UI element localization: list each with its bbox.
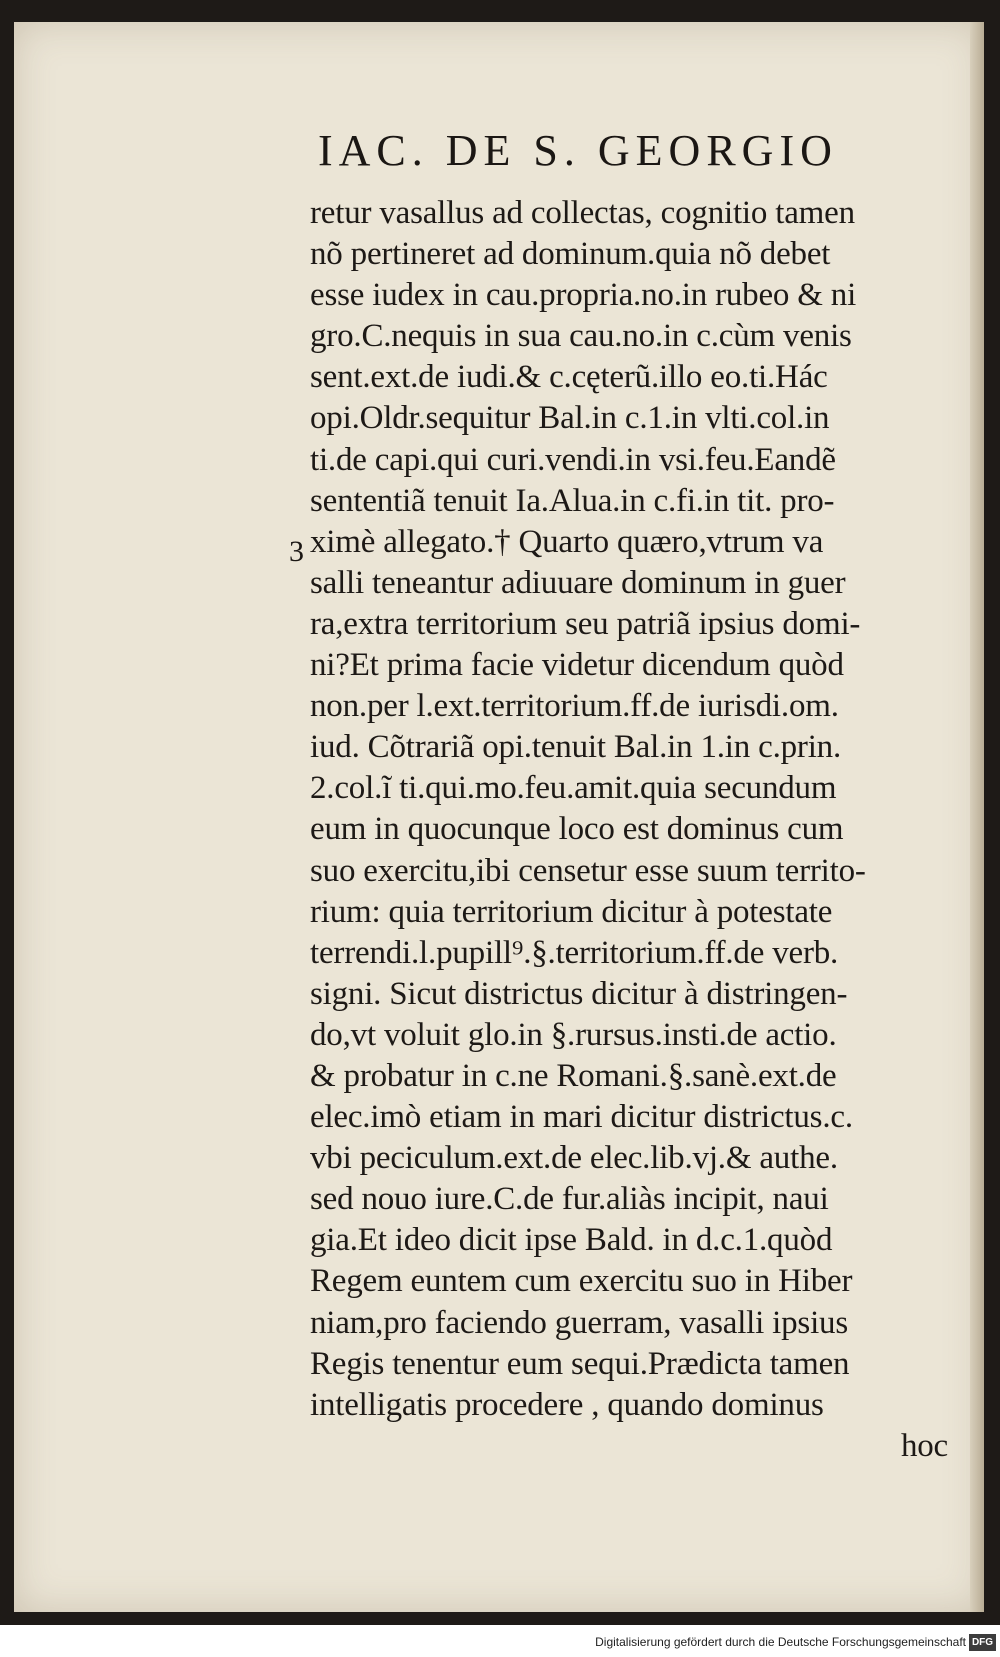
text-line: salli teneantur adiuuare dominum in guer bbox=[310, 564, 846, 601]
text-line: elec.imò etiam in mari dicitur districtus.c. bbox=[310, 1099, 853, 1136]
text-line: terrendi.l.pupill⁹.§.territorium.ff.de verb. bbox=[310, 934, 839, 971]
text-line: intelligatis procedere , quando dominus bbox=[310, 1386, 824, 1423]
text-line: 2.col.ĩ ti.qui.mo.feu.amit.quia secundum bbox=[310, 770, 837, 807]
text-line: niam,pro faciendo guerram, vasalli ipsius bbox=[310, 1304, 848, 1341]
text-line: do,vt voluit glo.in §.rursus.insti.de actio. bbox=[310, 1016, 837, 1053]
text-line: non.per l.ext.territorium.ff.de iurisdi.om. bbox=[310, 688, 839, 725]
text-line: rium: quia territorium dicitur à potestate bbox=[310, 893, 833, 930]
text-line: sententiã tenuit Ia.Alua.in c.fi.in tit. pro- bbox=[310, 482, 835, 519]
text-line: ra,extra territorium seu patriã ipsius domi- bbox=[310, 605, 861, 642]
footer-credit: Digitalisierung gefördert durch die Deutsche Forschungsgemeinschaft bbox=[595, 1635, 966, 1649]
text-line: ni?Et prima facie videtur dicendum quòd bbox=[310, 647, 844, 684]
text-line: retur vasallus ad collectas, cognitio tamen bbox=[310, 195, 855, 231]
page-edge bbox=[970, 22, 984, 1612]
text-line: Regis tenentur eum sequi.Prædicta tamen bbox=[310, 1345, 850, 1382]
text-line: ti.de capi.qui curi.vendi.in vsi.feu.Eandẽ bbox=[310, 441, 836, 478]
text-line: suo exercitu,ibi censetur esse suum territo- bbox=[310, 852, 866, 889]
text-line: nõ pertineret ad dominum.quia nõ debet bbox=[310, 236, 831, 273]
catchword: hoc bbox=[900, 1427, 948, 1464]
dfg-logo: DFG bbox=[969, 1634, 996, 1651]
body-text bbox=[310, 193, 950, 1467]
text-line: gia.Et ideo dicit ipse Bald. in d.c.1.quòd bbox=[310, 1222, 833, 1259]
running-head: IAC. DE S. GEORGIO bbox=[318, 126, 838, 175]
text-line: vbi peciculum.ext.de elec.lib.vj.& authe. bbox=[310, 1140, 838, 1177]
text-line: iud. Cõtrariã opi.tenuit Bal.in 1.in c.prin. bbox=[310, 729, 842, 766]
text-line: Regem euntem cum exercitu suo in Hiber bbox=[310, 1263, 853, 1300]
text-line: ximè allegato.† Quarto quæro,vtrum va bbox=[310, 523, 824, 560]
text-line: esse iudex in cau.propria.no.in rubeo & ni bbox=[310, 277, 857, 314]
footer-bar bbox=[0, 1632, 1000, 1657]
text-line: & probatur in c.ne Romani.§.sanè.ext.de bbox=[310, 1057, 837, 1094]
text-line: opi.Oldr.sequitur Bal.in c.1.in vlti.col.in bbox=[310, 400, 830, 437]
text-line: gro.C.nequis in sua cau.no.in c.cùm venis bbox=[310, 318, 852, 355]
text-line: signi. Sicut districtus dicitur à distringen- bbox=[310, 975, 848, 1012]
text-line: sed nouo iure.C.de fur.aliàs incipit, naui bbox=[310, 1181, 829, 1218]
text-line: sent.ext.de iudi.& c.cęterũ.illo eo.ti.Hác bbox=[310, 359, 828, 396]
margin-note-number: 3 bbox=[289, 535, 304, 568]
text-line: eum in quocunque loco est dominus cum bbox=[310, 811, 844, 848]
